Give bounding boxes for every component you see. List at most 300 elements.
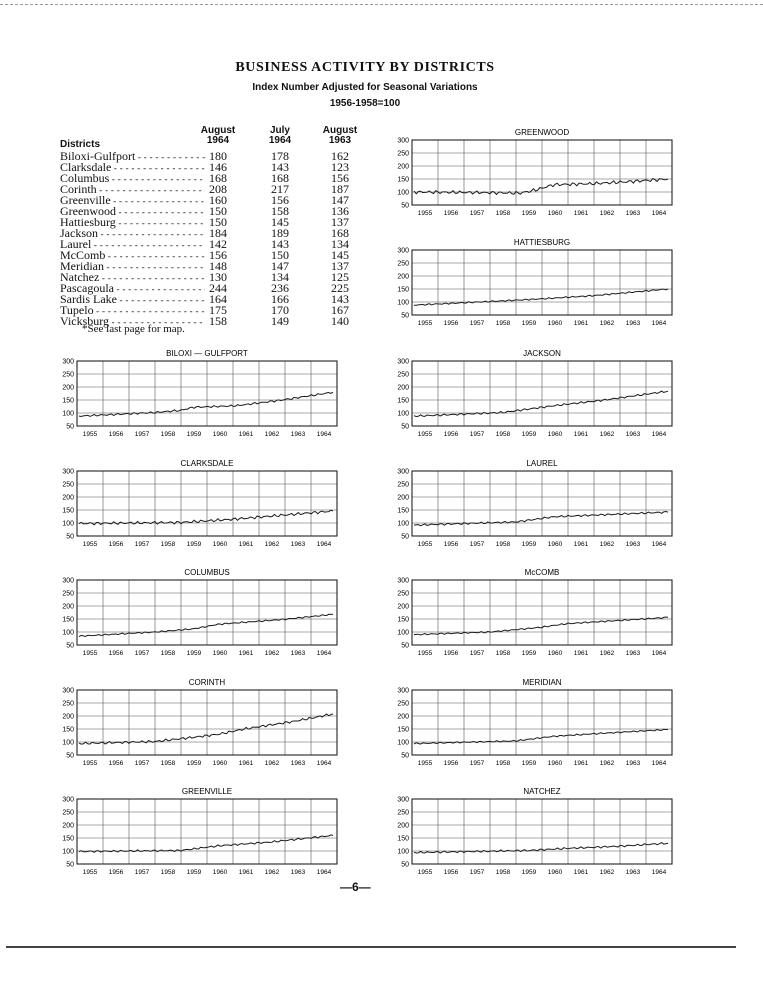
district-name: Columbus - - - (60, 173, 205, 185)
x-tick-label: 1963 (625, 210, 641, 217)
value-aug-1963: 162 (331, 149, 349, 163)
chart-title: LAUREL (526, 459, 558, 468)
chart-hattiesburg (385, 236, 685, 336)
x-tick-label: 1960 (547, 650, 563, 657)
district-name: Jackson - - - (60, 228, 205, 240)
y-tick-label: 100 (397, 520, 409, 528)
chart-title: CLARKSDALE (180, 459, 234, 468)
x-tick-label: 1958 (160, 431, 176, 438)
x-tick-label: 1959 (521, 869, 537, 876)
x-tick-label: 1955 (417, 431, 433, 438)
x-tick-label: 1962 (599, 760, 615, 767)
district-name: Hattiesburg - - - (60, 217, 205, 229)
y-tick-label: 250 (397, 371, 409, 379)
x-tick-label: 1964 (651, 431, 667, 438)
value-aug-1963: 137 (331, 259, 349, 273)
y-tick-label: 150 (62, 507, 74, 515)
value-aug-1963: 225 (331, 281, 349, 295)
x-tick-label: 1958 (495, 760, 511, 767)
y-tick-label: 300 (397, 577, 409, 585)
y-tick-label: 150 (62, 726, 74, 734)
x-tick-label: 1964 (651, 760, 667, 767)
chart-clarksdale (50, 457, 350, 557)
value-aug-1964: 160 (209, 193, 227, 207)
y-tick-label: 300 (62, 796, 74, 804)
x-tick-label: 1955 (417, 869, 433, 876)
district-name: Laurel - - - (60, 239, 205, 251)
chart-title: BILOXI — GULFPORT (166, 349, 248, 358)
x-tick-label: 1964 (651, 210, 667, 217)
x-tick-label: 1963 (625, 431, 641, 438)
value-aug-1964: 130 (209, 270, 227, 284)
chart-title: CORINTH (188, 678, 226, 687)
value-jul-1964: 143 (271, 237, 289, 251)
y-tick-label: 100 (62, 629, 74, 637)
x-tick-label: 1961 (573, 760, 589, 767)
x-tick-label: 1958 (160, 760, 176, 767)
x-tick-label: 1958 (160, 650, 176, 657)
y-tick-label: 50 (66, 533, 74, 541)
district-name: Biloxi-Gulfport - - - (60, 151, 205, 163)
x-tick-label: 1957 (469, 210, 485, 217)
x-tick-label: 1964 (316, 431, 332, 438)
district-name: Tupelo - - - (60, 305, 205, 317)
x-tick-label: 1955 (417, 210, 433, 217)
x-tick-label: 1963 (625, 541, 641, 548)
y-tick-label: 300 (397, 358, 409, 366)
y-tick-label: 250 (397, 700, 409, 708)
x-tick-label: 1960 (212, 650, 228, 657)
x-tick-label: 1962 (599, 320, 615, 327)
x-tick-label: 1957 (469, 320, 485, 327)
y-tick-label: 150 (62, 616, 74, 624)
value-jul-1964: 147 (271, 259, 289, 273)
y-tick-label: 150 (397, 835, 409, 843)
x-tick-label: 1960 (547, 869, 563, 876)
y-tick-label: 200 (397, 494, 409, 502)
x-tick-label: 1963 (625, 650, 641, 657)
y-tick-label: 200 (397, 163, 409, 171)
x-tick-label: 1962 (599, 431, 615, 438)
value-aug-1964: 164 (209, 292, 227, 306)
y-tick-label: 50 (401, 312, 409, 320)
value-jul-1964: 189 (271, 226, 289, 240)
x-tick-label: 1959 (521, 431, 537, 438)
chart-title: MERIDIAN (522, 678, 562, 687)
y-tick-label: 250 (397, 481, 409, 489)
col-header-aug-1963 (320, 126, 360, 146)
y-tick-label: 250 (397, 260, 409, 268)
y-tick-label: 200 (62, 494, 74, 502)
y-tick-label: 300 (397, 468, 409, 476)
y-tick-label: 100 (62, 848, 74, 856)
x-tick-label: 1957 (134, 431, 150, 438)
x-tick-label: 1959 (186, 869, 202, 876)
district-name: Meridian - - - (60, 261, 205, 273)
y-tick-label: 150 (397, 507, 409, 515)
x-tick-label: 1963 (290, 760, 306, 767)
y-tick-label: 50 (401, 752, 409, 760)
district-name: Greenville - - - (60, 195, 205, 207)
y-tick-label: 250 (397, 590, 409, 598)
col-header-year: 1963 (328, 135, 352, 146)
chart-title: GREENWOOD (514, 128, 570, 137)
series-line (414, 289, 668, 305)
x-tick-label: 1956 (443, 210, 459, 217)
series-line (414, 391, 668, 416)
col-header-month: July (269, 125, 290, 136)
x-tick-label: 1959 (521, 210, 537, 217)
x-tick-label: 1958 (495, 210, 511, 217)
district-name: McComb - - - (60, 250, 205, 262)
value-aug-1964: 156 (209, 248, 227, 262)
value-jul-1964: 178 (271, 149, 289, 163)
x-tick-label: 1955 (82, 869, 98, 876)
district-name: Sardis Lake - - - (60, 294, 205, 306)
y-tick-label: 200 (62, 713, 74, 721)
x-tick-label: 1963 (290, 869, 306, 876)
y-tick-label: 100 (397, 629, 409, 637)
x-tick-label: 1957 (469, 431, 485, 438)
x-tick-label: 1961 (573, 869, 589, 876)
value-aug-1964: 142 (209, 237, 227, 251)
x-tick-label: 1961 (238, 431, 254, 438)
x-tick-label: 1963 (625, 320, 641, 327)
chart-corinth (50, 676, 350, 776)
y-tick-label: 250 (62, 809, 74, 817)
x-tick-label: 1962 (264, 760, 280, 767)
x-tick-label: 1962 (264, 650, 280, 657)
x-tick-label: 1957 (469, 650, 485, 657)
x-tick-label: 1964 (651, 869, 667, 876)
district-name: Pascagoula - - - (60, 283, 205, 295)
value-aug-1964: 146 (209, 160, 227, 174)
value-aug-1964: 175 (209, 303, 227, 317)
value-jul-1964: 149 (271, 314, 289, 328)
y-tick-label: 150 (397, 397, 409, 405)
x-tick-label: 1958 (495, 650, 511, 657)
value-aug-1963: 123 (331, 160, 349, 174)
x-tick-label: 1960 (547, 760, 563, 767)
value-aug-1964: 148 (209, 259, 227, 273)
value-aug-1964: 168 (209, 171, 227, 185)
y-tick-label: 100 (62, 520, 74, 528)
y-tick-label: 150 (62, 835, 74, 843)
x-tick-label: 1964 (651, 650, 667, 657)
col-header-jul-1964 (260, 126, 300, 146)
value-jul-1964: 166 (271, 292, 289, 306)
x-tick-label: 1955 (82, 760, 98, 767)
chart-natchez (385, 785, 685, 885)
y-tick-label: 300 (397, 796, 409, 804)
y-tick-label: 300 (397, 687, 409, 695)
y-tick-label: 150 (397, 616, 409, 624)
y-tick-label: 100 (62, 739, 74, 747)
top-border (0, 4, 763, 5)
series-line (79, 614, 333, 636)
x-tick-label: 1959 (521, 541, 537, 548)
value-aug-1963: 137 (331, 215, 349, 229)
x-tick-label: 1964 (651, 541, 667, 548)
y-tick-label: 50 (66, 423, 74, 431)
col-header-month: August (322, 125, 358, 136)
x-tick-label: 1957 (469, 869, 485, 876)
x-tick-label: 1960 (212, 760, 228, 767)
x-tick-label: 1956 (108, 869, 124, 876)
district-name: Natchez - - - (60, 272, 205, 284)
page-title: BUSINESS ACTIVITY BY DISTRICTS (235, 60, 495, 75)
y-tick-label: 50 (66, 861, 74, 869)
x-tick-label: 1958 (495, 320, 511, 327)
y-tick-label: 250 (62, 700, 74, 708)
y-tick-label: 250 (62, 481, 74, 489)
value-jul-1964: 156 (271, 193, 289, 207)
chart-title: COLUMBUS (184, 568, 230, 577)
district-name: Corinth - - - (60, 184, 205, 196)
y-tick-label: 300 (62, 358, 74, 366)
x-tick-label: 1964 (316, 760, 332, 767)
chart-title: McCOMB (524, 568, 560, 577)
y-tick-label: 200 (397, 822, 409, 830)
y-tick-label: 250 (62, 590, 74, 598)
x-tick-label: 1955 (82, 650, 98, 657)
districts-header: Districts (60, 139, 101, 150)
chart-mccomb (385, 566, 685, 666)
y-tick-label: 300 (62, 468, 74, 476)
value-aug-1963: 143 (331, 292, 349, 306)
x-tick-label: 1959 (186, 541, 202, 548)
col-header-aug-1964 (198, 126, 238, 146)
map-note: *See last page for map. (82, 323, 185, 335)
x-tick-label: 1964 (651, 320, 667, 327)
x-tick-label: 1955 (417, 760, 433, 767)
x-tick-label: 1957 (469, 760, 485, 767)
chart-jackson (385, 347, 685, 447)
x-tick-label: 1960 (212, 541, 228, 548)
x-tick-label: 1956 (108, 431, 124, 438)
x-tick-label: 1962 (264, 541, 280, 548)
x-tick-label: 1959 (186, 760, 202, 767)
x-tick-label: 1959 (186, 431, 202, 438)
value-aug-1963: 168 (331, 226, 349, 240)
series-line (79, 510, 333, 525)
x-tick-label: 1957 (469, 541, 485, 548)
x-tick-label: 1956 (443, 320, 459, 327)
value-aug-1963: 167 (331, 303, 349, 317)
x-tick-label: 1960 (547, 541, 563, 548)
series-line (79, 835, 333, 852)
value-aug-1964: 244 (209, 281, 227, 295)
value-aug-1963: 125 (331, 270, 349, 284)
chart-biloxi-gulfport (50, 347, 350, 447)
chart-laurel (385, 457, 685, 557)
value-aug-1964: 158 (209, 314, 227, 328)
x-tick-label: 1961 (573, 320, 589, 327)
x-tick-label: 1958 (495, 869, 511, 876)
value-aug-1964: 180 (209, 149, 227, 163)
bottom-border (6, 946, 736, 948)
y-tick-label: 100 (397, 189, 409, 197)
x-tick-label: 1958 (160, 541, 176, 548)
x-tick-label: 1962 (264, 431, 280, 438)
x-tick-label: 1960 (547, 320, 563, 327)
y-tick-label: 150 (397, 286, 409, 294)
value-aug-1963: 145 (331, 248, 349, 262)
value-jul-1964: 170 (271, 303, 289, 317)
x-tick-label: 1963 (625, 869, 641, 876)
x-tick-label: 1964 (316, 541, 332, 548)
district-name: Vicksburg - - - (60, 316, 205, 328)
x-tick-label: 1963 (625, 760, 641, 767)
value-jul-1964: 145 (271, 215, 289, 229)
chart-title: HATTIESBURG (513, 238, 571, 247)
y-tick-label: 50 (401, 533, 409, 541)
chart-title: NATCHEZ (523, 787, 561, 796)
value-aug-1964: 150 (209, 204, 227, 218)
chart-title: GREENVILLE (181, 787, 233, 796)
x-tick-label: 1961 (238, 869, 254, 876)
x-tick-label: 1959 (521, 760, 537, 767)
x-tick-label: 1958 (495, 431, 511, 438)
y-tick-label: 200 (397, 713, 409, 721)
x-tick-label: 1962 (599, 869, 615, 876)
y-tick-label: 50 (401, 423, 409, 431)
x-tick-label: 1959 (186, 650, 202, 657)
value-jul-1964: 143 (271, 160, 289, 174)
value-jul-1964: 168 (271, 171, 289, 185)
y-tick-label: 150 (397, 726, 409, 734)
x-tick-label: 1955 (417, 650, 433, 657)
x-tick-label: 1961 (573, 650, 589, 657)
value-aug-1964: 184 (209, 226, 227, 240)
x-tick-label: 1955 (82, 541, 98, 548)
x-tick-label: 1957 (134, 541, 150, 548)
x-tick-label: 1960 (212, 431, 228, 438)
value-jul-1964: 236 (271, 281, 289, 295)
y-tick-label: 300 (62, 687, 74, 695)
x-tick-label: 1962 (264, 869, 280, 876)
x-tick-label: 1956 (443, 650, 459, 657)
y-tick-label: 100 (397, 739, 409, 747)
x-tick-label: 1961 (573, 431, 589, 438)
y-tick-label: 200 (62, 384, 74, 392)
x-tick-label: 1960 (547, 431, 563, 438)
y-tick-label: 100 (397, 848, 409, 856)
y-tick-label: 200 (397, 603, 409, 611)
col-header-year: 1964 (206, 135, 230, 146)
x-tick-label: 1958 (495, 541, 511, 548)
x-tick-label: 1960 (547, 210, 563, 217)
x-tick-label: 1956 (108, 541, 124, 548)
x-tick-label: 1955 (417, 320, 433, 327)
x-tick-label: 1964 (316, 869, 332, 876)
x-tick-label: 1961 (238, 650, 254, 657)
value-aug-1964: 208 (209, 182, 227, 196)
x-tick-label: 1956 (108, 650, 124, 657)
y-tick-label: 100 (397, 299, 409, 307)
x-tick-label: 1963 (290, 541, 306, 548)
page-subtitle: Index Number Adjusted for Seasonal Variations (252, 82, 478, 93)
y-tick-label: 300 (62, 577, 74, 585)
value-aug-1963: 134 (331, 237, 349, 251)
value-aug-1963: 140 (331, 314, 349, 328)
y-tick-label: 50 (401, 642, 409, 650)
chart-greenwood (385, 126, 685, 226)
x-tick-label: 1955 (82, 431, 98, 438)
y-tick-label: 250 (62, 371, 74, 379)
x-tick-label: 1963 (290, 650, 306, 657)
value-jul-1964: 217 (271, 182, 289, 196)
value-jul-1964: 150 (271, 248, 289, 262)
value-jul-1964: 134 (271, 270, 289, 284)
y-tick-label: 50 (66, 642, 74, 650)
y-tick-label: 300 (397, 247, 409, 255)
district-name: Clarksdale - - - (60, 162, 205, 174)
y-tick-label: 50 (401, 202, 409, 210)
x-tick-label: 1961 (238, 760, 254, 767)
chart-columbus (50, 566, 350, 666)
x-tick-label: 1961 (238, 541, 254, 548)
x-tick-label: 1957 (134, 869, 150, 876)
x-tick-label: 1961 (573, 541, 589, 548)
value-aug-1964: 150 (209, 215, 227, 229)
value-jul-1964: 158 (271, 204, 289, 218)
chart-meridian (385, 676, 685, 776)
x-tick-label: 1956 (443, 541, 459, 548)
y-tick-label: 100 (62, 410, 74, 418)
y-tick-label: 200 (397, 273, 409, 281)
y-tick-label: 200 (62, 822, 74, 830)
value-aug-1963: 156 (331, 171, 349, 185)
x-tick-label: 1956 (443, 869, 459, 876)
y-tick-label: 250 (397, 809, 409, 817)
x-tick-label: 1958 (160, 869, 176, 876)
x-tick-label: 1956 (108, 760, 124, 767)
x-tick-label: 1962 (599, 541, 615, 548)
y-tick-label: 150 (62, 397, 74, 405)
x-tick-label: 1955 (417, 541, 433, 548)
x-tick-label: 1964 (316, 650, 332, 657)
value-aug-1963: 187 (331, 182, 349, 196)
chart-title: JACKSON (523, 349, 561, 358)
y-tick-label: 50 (401, 861, 409, 869)
x-tick-label: 1957 (134, 650, 150, 657)
value-aug-1963: 136 (331, 204, 349, 218)
series-line (414, 512, 668, 526)
x-tick-label: 1960 (212, 869, 228, 876)
y-tick-label: 100 (397, 410, 409, 418)
x-tick-label: 1961 (573, 210, 589, 217)
y-tick-label: 150 (397, 176, 409, 184)
index-base: 1956-1958=100 (329, 98, 401, 109)
chart-greenville (50, 785, 350, 885)
value-aug-1963: 147 (331, 193, 349, 207)
x-tick-label: 1963 (290, 431, 306, 438)
x-tick-label: 1959 (521, 650, 537, 657)
col-header-year: 1964 (268, 135, 292, 146)
col-header-month: August (200, 125, 236, 136)
district-name: Greenwood - - - (60, 206, 205, 218)
x-tick-label: 1962 (599, 650, 615, 657)
x-tick-label: 1959 (521, 320, 537, 327)
x-tick-label: 1956 (443, 431, 459, 438)
y-tick-label: 200 (397, 384, 409, 392)
y-tick-label: 250 (397, 150, 409, 158)
series-line (414, 843, 668, 853)
x-tick-label: 1957 (134, 760, 150, 767)
page-number: —6— (340, 880, 371, 894)
y-tick-label: 50 (66, 752, 74, 760)
